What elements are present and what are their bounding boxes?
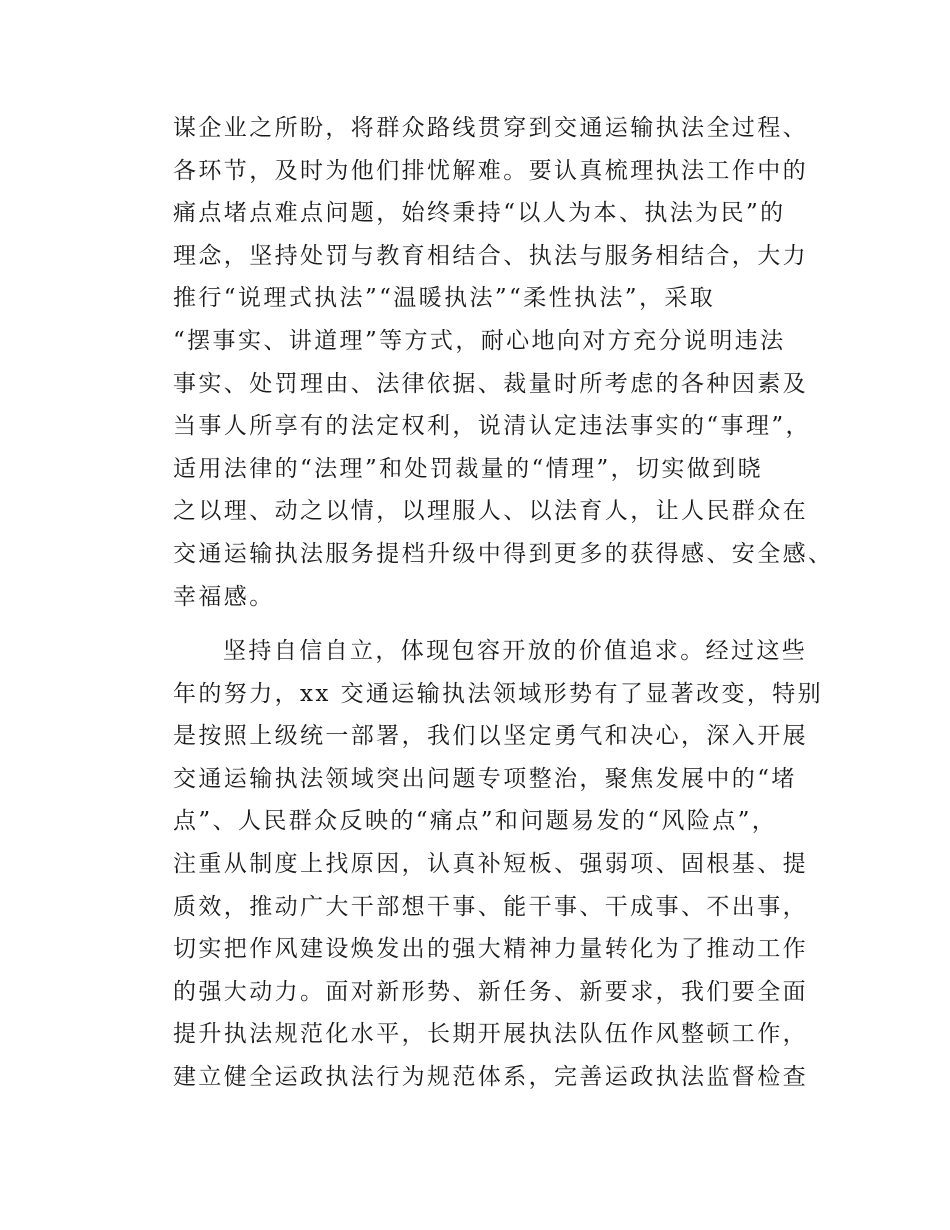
- paragraph-2-line: 是按照上级统一部署，我们以坚定勇气和决心，深入开展: [173, 723, 808, 750]
- paragraph-1-line: 谋企业之所盼，将群众路线贯穿到交通运输执法全过程、: [173, 115, 808, 141]
- paragraph-1-line: 之以理、动之以情，以理服人、以法育人，让人民群众在: [173, 498, 808, 525]
- paragraph-2-line: 交通运输执法领域突出问题专项整治，聚焦发展中的“堵: [173, 765, 797, 792]
- paragraph-2-line: 质效，推动广大干部想干事、能干事、干成事、不出事，: [173, 893, 808, 920]
- paragraph-1-line: 当事人所享有的法定权利，说清认定违法事实的“事理”，: [173, 413, 811, 440]
- paragraph-2-line: 坚持自信自立，体现包容开放的价值追求。经过这些: [223, 638, 808, 664]
- paragraph-2-line: 切实把作风建设焕发出的强大精神力量转化为了推动工作: [173, 936, 808, 963]
- paragraph-1-line: 各环节，及时为他们排忧解难。要认真梳理执法工作中的: [173, 157, 808, 184]
- paragraph-1-line: 理念，坚持处罚与教育相结合、执法与服务相结合，大力: [173, 242, 808, 269]
- paragraph-1-line: 推行“说理式执法”“温暖执法”“柔性执法”，采取: [173, 285, 716, 312]
- paragraph-1-line: 痛点堵点难点问题，始终秉持“以人为本、执法为民”的: [173, 200, 786, 227]
- paragraph-2-line: 年的努力，xx 交通运输执法领域形势有了显著改变，特别: [173, 680, 824, 707]
- paragraph-2-line: 点”、人民群众反映的“痛点”和问题易发的“风险点”，: [173, 808, 778, 835]
- paragraph-1-line: 交通运输执法服务提档升级中得到更多的获得感、安全感、: [173, 540, 834, 567]
- paragraph-2-line: 建立健全运政执法行为规范体系，完善运政执法监督检查: [173, 1063, 808, 1090]
- paragraph-2-line: 提升执法规范化水平，长期开展执法队伍作风整顿工作，: [173, 1021, 808, 1048]
- paragraph-1-line: 事实、处罚理由、法律依据、裁量时所考虑的各种因素及: [173, 370, 808, 397]
- paragraph-2-line: 的强大动力。面对新形势、新任务、新要求，我们要全面: [173, 978, 808, 1005]
- paragraph-2: [173, 630, 824, 1099]
- paragraph-1-line: 适用法律的“法理”和处罚裁量的“情理”，切实做到晓: [173, 455, 764, 482]
- paragraph-1-line: 幸福感。: [173, 583, 275, 610]
- paragraph-1: [173, 107, 834, 618]
- paragraph-2-line: 注重从制度上找原因，认真补短板、强弱项、固根基、提: [173, 850, 808, 877]
- paragraph-1-line: “摆事实、讲道理”等方式，耐心地向对方充分说明违法: [173, 327, 786, 354]
